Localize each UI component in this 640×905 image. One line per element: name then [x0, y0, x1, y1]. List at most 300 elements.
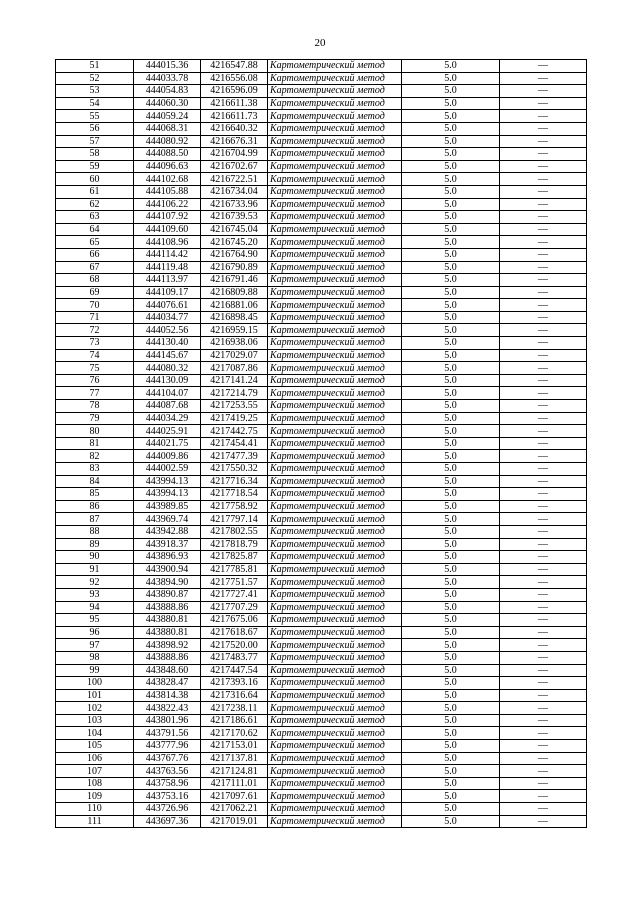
- cell-point-number: 88: [56, 525, 134, 538]
- cell-accuracy: 5.0: [402, 563, 500, 576]
- cell-point-number: 78: [56, 400, 134, 413]
- cell-x-coordinate: 443994.13: [134, 488, 201, 501]
- cell-x-coordinate: 444002.59: [134, 463, 201, 476]
- cell-point-number: 84: [56, 475, 134, 488]
- cell-point-number: 73: [56, 337, 134, 350]
- cell-note: —: [500, 626, 587, 639]
- cell-accuracy: 5.0: [402, 576, 500, 589]
- cell-method: Картометрический метод: [268, 160, 402, 173]
- cell-y-coordinate: 4216733.96: [201, 198, 268, 211]
- cell-accuracy: 5.0: [402, 601, 500, 614]
- cell-point-number: 91: [56, 563, 134, 576]
- table-row: [56, 374, 587, 387]
- table-row: [56, 173, 587, 186]
- cell-accuracy: 5.0: [402, 425, 500, 438]
- cell-method: Картометрический метод: [268, 588, 402, 601]
- cell-point-number: 81: [56, 437, 134, 450]
- cell-accuracy: 5.0: [402, 714, 500, 727]
- table-row: [56, 274, 587, 287]
- cell-method: Картометрический метод: [268, 450, 402, 463]
- table-row: [56, 311, 587, 324]
- cell-note: —: [500, 349, 587, 362]
- table-row: [56, 639, 587, 652]
- cell-method: Картометрический метод: [268, 274, 402, 287]
- cell-y-coordinate: 4217718.54: [201, 488, 268, 501]
- table-row: [56, 223, 587, 236]
- table-row: [56, 349, 587, 362]
- cell-y-coordinate: 4217751.57: [201, 576, 268, 589]
- cell-point-number: 100: [56, 677, 134, 690]
- cell-x-coordinate: 444080.32: [134, 362, 201, 375]
- cell-x-coordinate: 443801.96: [134, 714, 201, 727]
- cell-point-number: 53: [56, 85, 134, 98]
- table-row: [56, 626, 587, 639]
- cell-method: Картометрический метод: [268, 400, 402, 413]
- cell-x-coordinate: 444104.07: [134, 387, 201, 400]
- cell-method: Картометрический метод: [268, 337, 402, 350]
- cell-x-coordinate: 443848.60: [134, 664, 201, 677]
- table-row: [56, 563, 587, 576]
- cell-y-coordinate: 4217253.55: [201, 400, 268, 413]
- cell-note: —: [500, 538, 587, 551]
- table-row: [56, 475, 587, 488]
- cell-point-number: 108: [56, 777, 134, 790]
- cell-accuracy: 5.0: [402, 160, 500, 173]
- cell-note: —: [500, 752, 587, 765]
- table-row: [56, 677, 587, 690]
- table-row: [56, 60, 587, 73]
- cell-accuracy: 5.0: [402, 60, 500, 73]
- cell-point-number: 98: [56, 651, 134, 664]
- table-row: [56, 702, 587, 715]
- cell-point-number: 103: [56, 714, 134, 727]
- cell-accuracy: 5.0: [402, 475, 500, 488]
- table-row: [56, 614, 587, 627]
- cell-y-coordinate: 4217825.87: [201, 551, 268, 564]
- cell-method: Картометрический метод: [268, 60, 402, 73]
- cell-y-coordinate: 4217111.01: [201, 777, 268, 790]
- cell-note: —: [500, 740, 587, 753]
- cell-method: Картометрический метод: [268, 248, 402, 261]
- cell-point-number: 62: [56, 198, 134, 211]
- cell-note: —: [500, 677, 587, 690]
- cell-point-number: 90: [56, 551, 134, 564]
- cell-accuracy: 5.0: [402, 626, 500, 639]
- cell-note: —: [500, 815, 587, 828]
- cell-point-number: 96: [56, 626, 134, 639]
- cell-note: —: [500, 639, 587, 652]
- cell-y-coordinate: 4217447.54: [201, 664, 268, 677]
- cell-accuracy: 5.0: [402, 702, 500, 715]
- cell-y-coordinate: 4217097.61: [201, 790, 268, 803]
- cell-point-number: 82: [56, 450, 134, 463]
- cell-method: Картометрический метод: [268, 72, 402, 85]
- cell-x-coordinate: 444068.31: [134, 122, 201, 135]
- cell-note: —: [500, 173, 587, 186]
- cell-y-coordinate: 4217019.01: [201, 815, 268, 828]
- cell-x-coordinate: 444109.60: [134, 223, 201, 236]
- cell-method: Картометрический метод: [268, 576, 402, 589]
- table-row: [56, 198, 587, 211]
- cell-method: Картометрический метод: [268, 563, 402, 576]
- cell-point-number: 67: [56, 261, 134, 274]
- cell-method: Картометрический метод: [268, 374, 402, 387]
- table-row: [56, 752, 587, 765]
- cell-y-coordinate: 4216704.99: [201, 148, 268, 161]
- table-row: [56, 160, 587, 173]
- cell-point-number: 85: [56, 488, 134, 501]
- cell-x-coordinate: 444088.50: [134, 148, 201, 161]
- cell-y-coordinate: 4217727.41: [201, 588, 268, 601]
- table-row: [56, 135, 587, 148]
- cell-method: Картометрический метод: [268, 614, 402, 627]
- cell-x-coordinate: 444015.36: [134, 60, 201, 73]
- cell-accuracy: 5.0: [402, 525, 500, 538]
- cell-y-coordinate: 4217477.39: [201, 450, 268, 463]
- cell-note: —: [500, 601, 587, 614]
- cell-note: —: [500, 513, 587, 526]
- cell-accuracy: 5.0: [402, 374, 500, 387]
- cell-x-coordinate: 444145.67: [134, 349, 201, 362]
- cell-accuracy: 5.0: [402, 538, 500, 551]
- cell-x-coordinate: 443758.96: [134, 777, 201, 790]
- cell-y-coordinate: 4216881.06: [201, 299, 268, 312]
- cell-x-coordinate: 443942.88: [134, 525, 201, 538]
- cell-y-coordinate: 4217393.16: [201, 677, 268, 690]
- cell-x-coordinate: 444096.63: [134, 160, 201, 173]
- cell-y-coordinate: 4216745.20: [201, 236, 268, 249]
- cell-y-coordinate: 4216556.08: [201, 72, 268, 85]
- cell-note: —: [500, 412, 587, 425]
- cell-accuracy: 5.0: [402, 740, 500, 753]
- cell-note: —: [500, 475, 587, 488]
- cell-method: Картометрический метод: [268, 299, 402, 312]
- cell-point-number: 109: [56, 790, 134, 803]
- cell-x-coordinate: 443888.86: [134, 651, 201, 664]
- cell-accuracy: 5.0: [402, 689, 500, 702]
- cell-x-coordinate: 444076.61: [134, 299, 201, 312]
- cell-y-coordinate: 4216791.46: [201, 274, 268, 287]
- cell-accuracy: 5.0: [402, 248, 500, 261]
- cell-method: Картометрический метод: [268, 286, 402, 299]
- cell-y-coordinate: 4217818.79: [201, 538, 268, 551]
- cell-point-number: 101: [56, 689, 134, 702]
- cell-note: —: [500, 651, 587, 664]
- table-row: [56, 576, 587, 589]
- cell-y-coordinate: 4216734.04: [201, 185, 268, 198]
- cell-y-coordinate: 4217483.77: [201, 651, 268, 664]
- cell-point-number: 83: [56, 463, 134, 476]
- cell-x-coordinate: 444114.42: [134, 248, 201, 261]
- cell-point-number: 76: [56, 374, 134, 387]
- cell-point-number: 104: [56, 727, 134, 740]
- cell-y-coordinate: 4217238.11: [201, 702, 268, 715]
- coordinates-table: [55, 59, 587, 828]
- cell-x-coordinate: 443777.96: [134, 740, 201, 753]
- cell-note: —: [500, 525, 587, 538]
- cell-x-coordinate: 444080.92: [134, 135, 201, 148]
- cell-x-coordinate: 443894.90: [134, 576, 201, 589]
- cell-y-coordinate: 4217214.79: [201, 387, 268, 400]
- cell-x-coordinate: 444033.78: [134, 72, 201, 85]
- cell-accuracy: 5.0: [402, 639, 500, 652]
- cell-y-coordinate: 4217124.81: [201, 765, 268, 778]
- cell-x-coordinate: 444102.68: [134, 173, 201, 186]
- table-row: [56, 790, 587, 803]
- cell-accuracy: 5.0: [402, 651, 500, 664]
- table-row: [56, 299, 587, 312]
- cell-x-coordinate: 443697.36: [134, 815, 201, 828]
- table-row: [56, 588, 587, 601]
- cell-point-number: 65: [56, 236, 134, 249]
- cell-note: —: [500, 614, 587, 627]
- table-row: [56, 185, 587, 198]
- cell-point-number: 68: [56, 274, 134, 287]
- cell-note: —: [500, 97, 587, 110]
- cell-x-coordinate: 444025.91: [134, 425, 201, 438]
- table-row: [56, 815, 587, 828]
- table-row: [56, 488, 587, 501]
- cell-x-coordinate: 444107.92: [134, 211, 201, 224]
- table-row: [56, 525, 587, 538]
- cell-accuracy: 5.0: [402, 803, 500, 816]
- cell-note: —: [500, 765, 587, 778]
- cell-method: Картометрический метод: [268, 463, 402, 476]
- cell-x-coordinate: 444052.56: [134, 324, 201, 337]
- cell-x-coordinate: 444130.09: [134, 374, 201, 387]
- cell-y-coordinate: 4217758.92: [201, 500, 268, 513]
- cell-note: —: [500, 311, 587, 324]
- cell-method: Картометрический метод: [268, 349, 402, 362]
- cell-point-number: 69: [56, 286, 134, 299]
- cell-note: —: [500, 588, 587, 601]
- cell-x-coordinate: 443828.47: [134, 677, 201, 690]
- cell-method: Картометрический метод: [268, 173, 402, 186]
- cell-point-number: 95: [56, 614, 134, 627]
- cell-x-coordinate: 443726.96: [134, 803, 201, 816]
- cell-point-number: 94: [56, 601, 134, 614]
- cell-point-number: 107: [56, 765, 134, 778]
- cell-x-coordinate: 444108.96: [134, 236, 201, 249]
- cell-accuracy: 5.0: [402, 148, 500, 161]
- cell-accuracy: 5.0: [402, 223, 500, 236]
- cell-y-coordinate: 4217316.64: [201, 689, 268, 702]
- cell-point-number: 79: [56, 412, 134, 425]
- table-row: [56, 72, 587, 85]
- cell-x-coordinate: 443814.38: [134, 689, 201, 702]
- cell-x-coordinate: 443896.93: [134, 551, 201, 564]
- cell-method: Картометрический метод: [268, 362, 402, 375]
- cell-accuracy: 5.0: [402, 362, 500, 375]
- cell-x-coordinate: 444113.97: [134, 274, 201, 287]
- table-row: [56, 664, 587, 677]
- cell-y-coordinate: 4216739.53: [201, 211, 268, 224]
- table-row: [56, 513, 587, 526]
- cell-method: Картометрический метод: [268, 714, 402, 727]
- cell-method: Картометрический метод: [268, 211, 402, 224]
- cell-y-coordinate: 4217029.07: [201, 349, 268, 362]
- cell-method: Картометрический метод: [268, 551, 402, 564]
- cell-method: Картометрический метод: [268, 110, 402, 123]
- cell-y-coordinate: 4217062.21: [201, 803, 268, 816]
- cell-accuracy: 5.0: [402, 173, 500, 186]
- cell-x-coordinate: 443890.87: [134, 588, 201, 601]
- table-row: [56, 148, 587, 161]
- cell-accuracy: 5.0: [402, 185, 500, 198]
- cell-method: Картометрический метод: [268, 185, 402, 198]
- table-row: [56, 437, 587, 450]
- cell-accuracy: 5.0: [402, 664, 500, 677]
- cell-method: Картометрический метод: [268, 387, 402, 400]
- cell-note: —: [500, 374, 587, 387]
- cell-y-coordinate: 4217419.25: [201, 412, 268, 425]
- cell-note: —: [500, 664, 587, 677]
- cell-point-number: 60: [56, 173, 134, 186]
- cell-x-coordinate: 444054.83: [134, 85, 201, 98]
- cell-point-number: 87: [56, 513, 134, 526]
- cell-note: —: [500, 563, 587, 576]
- cell-accuracy: 5.0: [402, 324, 500, 337]
- cell-y-coordinate: 4217618.67: [201, 626, 268, 639]
- cell-point-number: 71: [56, 311, 134, 324]
- cell-accuracy: 5.0: [402, 727, 500, 740]
- table-row: [56, 765, 587, 778]
- cell-accuracy: 5.0: [402, 790, 500, 803]
- cell-method: Картометрический метод: [268, 677, 402, 690]
- cell-method: Картометрический метод: [268, 790, 402, 803]
- cell-method: Картометрический метод: [268, 236, 402, 249]
- cell-note: —: [500, 299, 587, 312]
- cell-x-coordinate: 443969.74: [134, 513, 201, 526]
- cell-point-number: 59: [56, 160, 134, 173]
- cell-note: —: [500, 714, 587, 727]
- cell-point-number: 105: [56, 740, 134, 753]
- cell-accuracy: 5.0: [402, 122, 500, 135]
- table-row: [56, 425, 587, 438]
- cell-y-coordinate: 4217186.61: [201, 714, 268, 727]
- cell-method: Картометрический метод: [268, 425, 402, 438]
- cell-note: —: [500, 72, 587, 85]
- cell-accuracy: 5.0: [402, 815, 500, 828]
- cell-y-coordinate: 4217141.24: [201, 374, 268, 387]
- cell-y-coordinate: 4216611.38: [201, 97, 268, 110]
- table-row: [56, 400, 587, 413]
- cell-y-coordinate: 4216959.15: [201, 324, 268, 337]
- cell-method: Картометрический метод: [268, 803, 402, 816]
- cell-method: Картометрический метод: [268, 639, 402, 652]
- cell-note: —: [500, 85, 587, 98]
- cell-note: —: [500, 236, 587, 249]
- cell-y-coordinate: 4217087.86: [201, 362, 268, 375]
- cell-note: —: [500, 148, 587, 161]
- cell-x-coordinate: 444060.30: [134, 97, 201, 110]
- cell-method: Картометрический метод: [268, 148, 402, 161]
- cell-point-number: 102: [56, 702, 134, 715]
- cell-accuracy: 5.0: [402, 97, 500, 110]
- cell-x-coordinate: 443994.13: [134, 475, 201, 488]
- cell-method: Картометрический метод: [268, 412, 402, 425]
- table-row: [56, 689, 587, 702]
- cell-y-coordinate: 4217550.32: [201, 463, 268, 476]
- cell-method: Картометрический метод: [268, 664, 402, 677]
- table-row: [56, 651, 587, 664]
- cell-x-coordinate: 444130.40: [134, 337, 201, 350]
- cell-method: Картометрический метод: [268, 97, 402, 110]
- cell-accuracy: 5.0: [402, 387, 500, 400]
- cell-note: —: [500, 576, 587, 589]
- cell-method: Картометрический метод: [268, 437, 402, 450]
- cell-note: —: [500, 727, 587, 740]
- cell-method: Картометрический метод: [268, 765, 402, 778]
- cell-point-number: 80: [56, 425, 134, 438]
- cell-method: Картометрический метод: [268, 324, 402, 337]
- cell-point-number: 92: [56, 576, 134, 589]
- table-row: [56, 85, 587, 98]
- cell-x-coordinate: 444021.75: [134, 437, 201, 450]
- cell-point-number: 89: [56, 538, 134, 551]
- cell-x-coordinate: 443791.56: [134, 727, 201, 740]
- cell-note: —: [500, 500, 587, 513]
- cell-method: Картометрический метод: [268, 752, 402, 765]
- cell-point-number: 70: [56, 299, 134, 312]
- cell-method: Картометрический метод: [268, 651, 402, 664]
- table-row: [56, 803, 587, 816]
- table-row: [56, 362, 587, 375]
- cell-point-number: 61: [56, 185, 134, 198]
- cell-point-number: 77: [56, 387, 134, 400]
- cell-note: —: [500, 425, 587, 438]
- cell-point-number: 55: [56, 110, 134, 123]
- cell-y-coordinate: 4216702.67: [201, 160, 268, 173]
- cell-x-coordinate: 443918.37: [134, 538, 201, 551]
- cell-method: Картометрический метод: [268, 538, 402, 551]
- cell-method: Картометрический метод: [268, 261, 402, 274]
- cell-accuracy: 5.0: [402, 677, 500, 690]
- cell-method: Картометрический метод: [268, 777, 402, 790]
- cell-accuracy: 5.0: [402, 588, 500, 601]
- cell-accuracy: 5.0: [402, 337, 500, 350]
- cell-accuracy: 5.0: [402, 286, 500, 299]
- cell-note: —: [500, 551, 587, 564]
- cell-note: —: [500, 337, 587, 350]
- cell-y-coordinate: 4216611.73: [201, 110, 268, 123]
- cell-note: —: [500, 160, 587, 173]
- table-row: [56, 463, 587, 476]
- cell-method: Картометрический метод: [268, 740, 402, 753]
- cell-x-coordinate: 444059.24: [134, 110, 201, 123]
- cell-y-coordinate: 4216722.51: [201, 173, 268, 186]
- cell-method: Картометрический метод: [268, 488, 402, 501]
- cell-y-coordinate: 4217520.00: [201, 639, 268, 652]
- cell-x-coordinate: 443898.92: [134, 639, 201, 652]
- cell-y-coordinate: 4216547.88: [201, 60, 268, 73]
- cell-note: —: [500, 777, 587, 790]
- cell-note: —: [500, 702, 587, 715]
- cell-accuracy: 5.0: [402, 437, 500, 450]
- table-row: [56, 538, 587, 551]
- cell-x-coordinate: 444009.86: [134, 450, 201, 463]
- cell-y-coordinate: 4216898.45: [201, 311, 268, 324]
- cell-accuracy: 5.0: [402, 400, 500, 413]
- cell-note: —: [500, 223, 587, 236]
- cell-note: —: [500, 400, 587, 413]
- cell-accuracy: 5.0: [402, 135, 500, 148]
- cell-point-number: 75: [56, 362, 134, 375]
- coordinates-table-body: [56, 60, 587, 828]
- cell-method: Картометрический метод: [268, 85, 402, 98]
- cell-x-coordinate: 444106.22: [134, 198, 201, 211]
- cell-method: Картометрический метод: [268, 500, 402, 513]
